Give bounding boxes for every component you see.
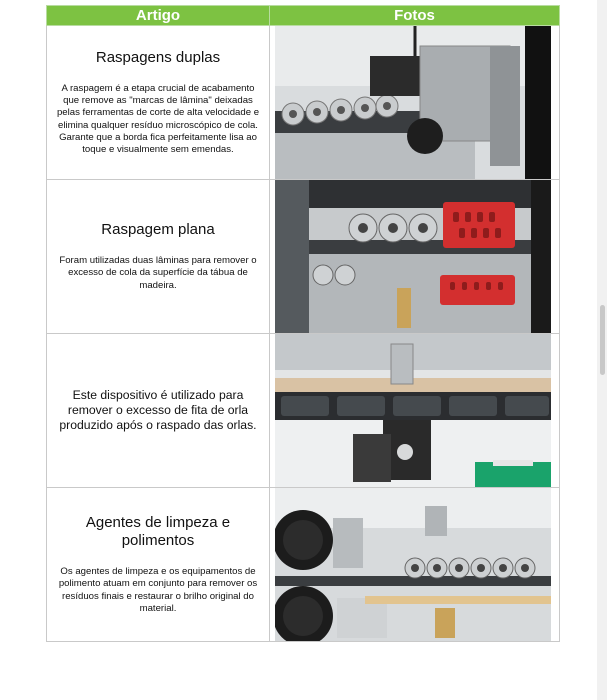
- table-row: [47, 180, 560, 334]
- feature-table: [46, 5, 560, 642]
- row-description: Este dispositivo é utilizado para remover o excesso de fita de orla produzido após o raspado das orlas.: [59, 388, 257, 432]
- table-row: [47, 26, 560, 180]
- article-cell: [47, 488, 270, 642]
- row-description: A raspagem é a etapa crucial de acabamento que remove as "marcas de lâmina" deixadas pelas ferramentas de corte de alta velocidade e elimina qualquer resíduo microscópico de cola. Garante que a borda fica perfeitamente lisa ao toque e visualmente sem emendas.: [56, 82, 260, 155]
- row-description: Foram utilizadas duas lâminas para remover o excesso de cola da superfície da tábua de madeira.: [59, 255, 257, 291]
- row-description: Os agentes de limpeza e os equipamentos de polimento atuam em conjunto para remover os resíduos finais e restaurar o brilho original do material.: [58, 566, 258, 614]
- double-scraper-photo: [275, 26, 551, 179]
- flat-scraper-photo: [275, 180, 551, 333]
- article-cell: [47, 334, 270, 488]
- table-row: [47, 334, 560, 488]
- photo-cell: [270, 334, 560, 488]
- photo-cell: [270, 180, 560, 334]
- photo-cell: [270, 26, 560, 180]
- header-article: Artigo: [47, 6, 270, 26]
- row-title: Raspagem plana: [101, 221, 215, 239]
- page-scrollbar[interactable]: [597, 0, 607, 700]
- row-title: Agentes de limpeza e polimentos: [85, 514, 231, 550]
- scrollbar-thumb[interactable]: [600, 305, 605, 375]
- table-row: [47, 488, 560, 642]
- row-title: Raspagens duplas: [95, 48, 221, 66]
- article-cell: [47, 26, 270, 180]
- header-photos: Fotos: [270, 6, 560, 26]
- cleaning-polishing-photo: [275, 488, 551, 641]
- edge-trimming-device-photo: [275, 334, 551, 487]
- photo-cell: [270, 488, 560, 642]
- article-cell: [47, 180, 270, 334]
- table-header-row: [47, 6, 560, 26]
